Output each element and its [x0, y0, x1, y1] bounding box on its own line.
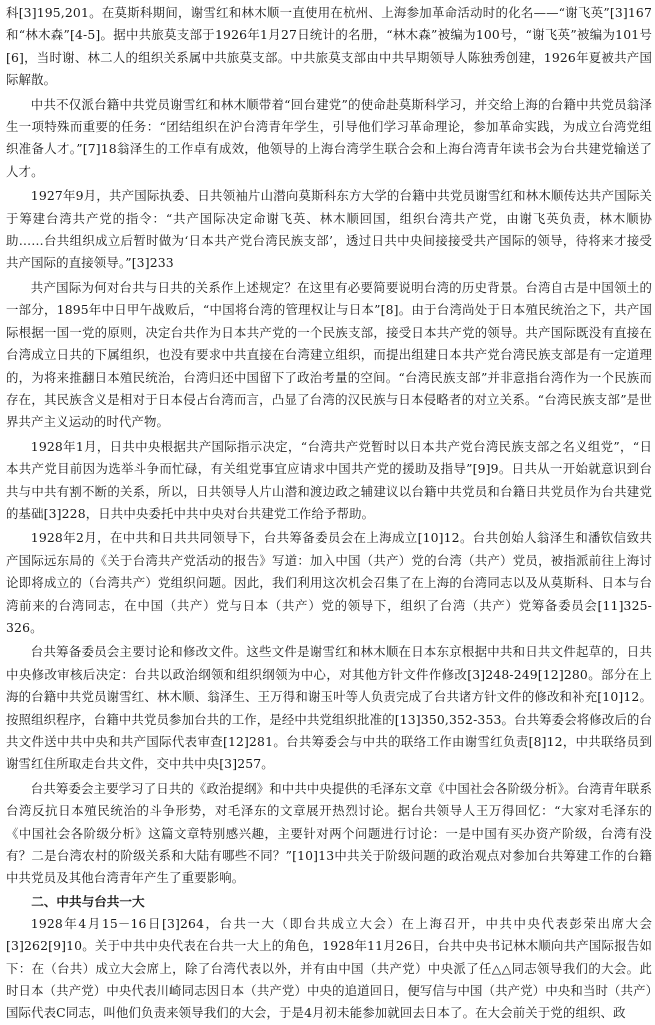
section-heading: 二、中共与台共一大: [31, 893, 145, 909]
paragraph-first-congress: 1928年4月15－16日[3]264，台共一大（即台共成立大会）在上海召开，中共中央代表彭荣出席大会[3]262[9]10。关于中共中央代表在台共一大上的角色，1928年11月26日，台共中央书记林木顺向共产国际报告如下：在（台共）成立大会席上，除了台湾代表以外，并有由中国（共产党）中央派了任△△同志领导我们的大会。此时日本（共产党）中央代表川崎同志因日本（共产党）中央的追道回日，便写信与中国（共产党）中央和当时（共产）国际代表C同志，叫他们负责来领导我们的大会，于是4月初未能参加就回去日本了。在大会前关于党的组织、政: [6, 915, 652, 1021]
paragraph-weng-zesheng-task: 中共不仅派台籍中共党员谢雪红和林木顺带着“回台建党”的使命赴莫斯科学习，并交给上海的台籍中共党员翁泽生一项特殊而重要的任务：“团结组织在沪台湾青年学生，引导他们学习革命理论，参加革命实践，为成立台湾党组织准备人才。”[7]18翁泽生的工作卓有成效，他领导的上海台湾学生联合会和上海台湾青年读书会为台共建党输送了人才。: [6, 96, 652, 179]
paragraph-jcp-decision: 1928年1月，日共中央根据共产国际指示决定，“台湾共产党暂时以日本共产党台湾民族支部之名义组党”，“日本共产党目前因为选举斗争而忙碌，有关组党事宜应请求中国共产党的援助及指导”[9]9。日共从一开始就意识到台共与中共有割不断的关系，所以，日共领导人片山潜和渡边政之辅建议以台籍中共党员和台籍日共党员作为台共建党的基础[3]228，日共中央委托中共中央对台共建党工作给予帮助。: [6, 438, 652, 521]
paragraph-document-revision: 台共筹备委员会主要讨论和修改文件。这些文件是谢雪红和林木顺在日本东京根据中共和日共文件起草的，日共中央修改审核后决定：台共以政治纲领和组织纲领为中心，对其他方针文件作修改[3]248-249[12]280。部分在上海的台籍中共党员谢雪红、林木顺、翁泽生、王万得和谢玉叶等人负责完成了台共诸方针文件的修改和补充[10]12。按照组织程序，台籍中共党员参加台共的工作，是经中共党组织批准的[13]350,352-353。台共筹委会将修改后的台共文件送中共中央和共产国际代表审查[12]281。台共筹委会与中共的联络工作由谢雪红负责[8]12，中共联络员到谢雪红住所取走台共文件，交中共中央[3]257。: [6, 644, 653, 772]
document-page: [6, 2, 652, 1025]
paragraph-mao-article-study: 台共筹委会主要学习了日共的《政治提纲》和中共中央提供的毛泽东文章《中国社会各阶级分析》。台湾青年联系台湾反抗日本殖民统治的斗争形势，对毛泽东的文章展开热烈讨论。据台共领导人王万得回忆：“大家对毛泽东的《中国社会各阶级分析》这篇文章特别感兴趣，主要针对两个问题进行讨论：一是中国有买办资产阶级，台湾有没有？二是台湾农村的阶级关系和大陆有哪些不同？”[10]13中共关于阶级问题的政治观点对参加台共筹建工作的台籍中共党员及其他台湾青年产生了重要影响。: [6, 780, 652, 886]
paragraph-moscow-aliases: 科[3]195,201。在莫斯科期间，谢雪红和林木顺一直使用在杭州、上海参加革命活动时的化名——“谢飞英”[3]167和“林木森”[4-5]。据中共旅莫支部于1926年1月27日统计的名册，“林木森”被编为100号，“谢飞英”被编为101号[6]，当时谢、林二人的组织关系属中共旅莫支部。中共旅莫支部由中共早期领导人陈独秀创建，1926年夏被共产国际解散。: [6, 5, 652, 88]
paragraph-comintern-directive: 1927年9月，共产国际执委、日共领袖片山潜向莫斯科东方大学的台籍中共党员谢雪红和林木顺传达共产国际关于筹建台湾共产党的指令：“共产国际决定命谢飞英、林木顺回国，组织台湾共产党，由谢飞英负责，林木顺协助……台共组织成立后暂时做为‘日本共产党台湾民族支部’，透过日共中央间接接受共产国际的领导，待将来才接受共产国际的直接领导。”[3]233: [6, 188, 652, 271]
paragraph-historical-background: 共产国际为何对台共与日共的关系作上述规定？在这里有必要简要说明台湾的历史背景。台湾自古是中国领土的一部分，1895年中日甲午战败后，“中国将台湾的管理权让与日本”[8]。由于台湾尚处于日本殖民统治之下，共产国际根据一国一党的原则，决定台共作为日本共产党的一个民族支部，接受日本共产党的领导。共产国际既没有直接在台湾成立日共的下属组织，也没有要求中共直接在台湾建立组织，而提出组建日本共产党台湾民族支部是有一定道理的，为将来推翻日本殖民统治，台湾归还中国留下了政治考量的空间。“台湾民族支部”并非意指台湾作为一个民族而存在，其民族含义是相对于日本侵占台湾而言，凸显了台湾的汉民族与日本侵略者的对立关系。“台湾民族支部”是世界共产主义运动的时代产物。: [6, 279, 652, 430]
paragraph-preparatory-committee: 1928年2月，在中共和日共共同领导下，台共筹备委员会在上海成立[10]12。台共创始人翁泽生和潘钦信致共产国际远东局的《关于台湾共产党活动的报告》写道：加入中国（共产）党的台湾（共产）党员，被指派前往上海讨论即将成立的（台湾共产）党组织问题。因此，我们利用这次机会召集了在上海的台湾同志以及从莫斯科、日本与台湾前来的台湾同志，在中国（共产）党与日本（共产）党的领导下，组织了台湾（共产）党筹备委员会[11]325-326。: [6, 530, 652, 635]
